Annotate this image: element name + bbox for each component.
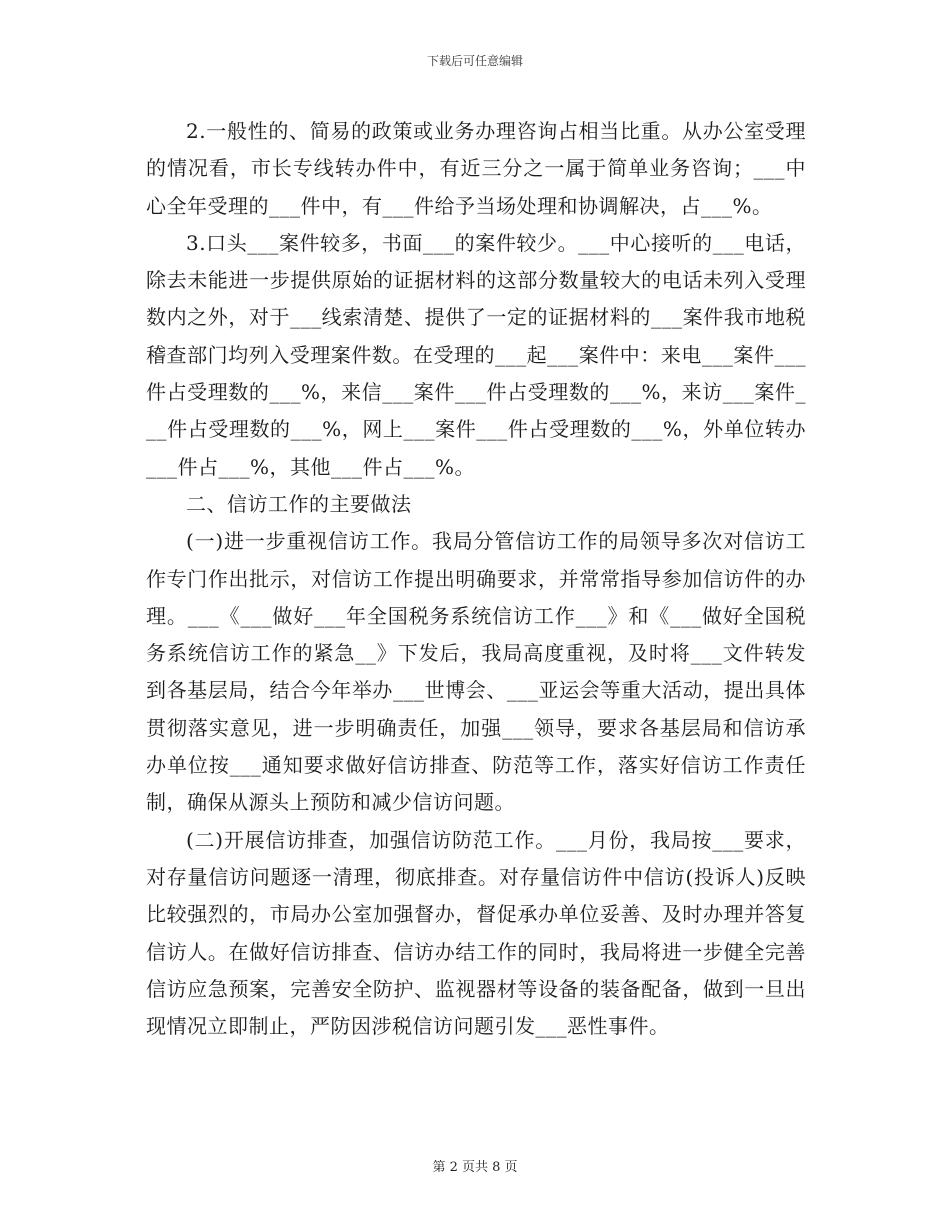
page-header: 下载后可任意编辑 — [426, 54, 523, 68]
paragraph-item-2: 2.一般性的、简易的政策或业务办理咨询占相当比重。从办公室受理的情况看，市长专线转办件中，有近三分之一属于简单业务咨询；___中心全年受理的___件中，有___件给予当场处理和协调解决，占___%。 — [146, 119, 806, 218]
section-heading: 二、信访工作的主要做法 — [186, 491, 412, 516]
document-body — [146, 113, 806, 1045]
paragraph-subsection-1: (一)进一步重视信访工作。我局分管信访工作的局领导多次对信访工作专门作出批示，对信访工作提出明确要求，并常常指导参加信访件的办理。___《___做好___年全国税务系统信访工作___》和《___做好全国税务系统信访工作的紧急__》下发后，我局高度重视，及时将___文件转发到各基层局，结合今年举办___世博会、___亚运会等重大活动，提出具体贯彻落实意见，进一步明确责任，加强___领导，要求各基层局和信访承办单位按___通知要求做好信访排查、防范等工作，落实好信访工作责任制，确保从源头上预防和减少信访问题。 — [146, 529, 806, 815]
paragraph-item-3: 3.口头___案件较多，书面___的案件较少。___中心接听的___电话，除去未能进一步提供原始的证据材料的这部分数量较大的电话未列入受理数内之外，对于___线索清楚、提供了一定的证据材料的___案件我市地税稽查部门均列入受理案件数。在受理的___起___案件中：来电___案件___件占受理数的___%，来信___案件___件占受理数的___%，来访___案件___件占受理数的___%，网上___案件___件占受理数的___%，外单位转办___件占___%，其他___件占___%。 — [146, 230, 806, 479]
paragraph-subsection-2: (二)开展信访排查，加强信访防范工作。___月份，我局按___要求，对存量信访问题逐一清理，彻底排查。对存量信访件中信访(投诉人)反映比较强烈的，市局办公室加强督办，督促承办单位妥善、及时办理并答复信访人。在做好信访排查、信访办结工作的同时，我局将进一步健全完善信访应急预案，完善安全防护、监视器材等设备的装备配备，做到一旦出现情况立即制止，严防因涉税信访问题引发___恶性事件。 — [146, 827, 806, 1039]
page-footer: 第 2 页共 8 页 — [432, 1160, 518, 1175]
